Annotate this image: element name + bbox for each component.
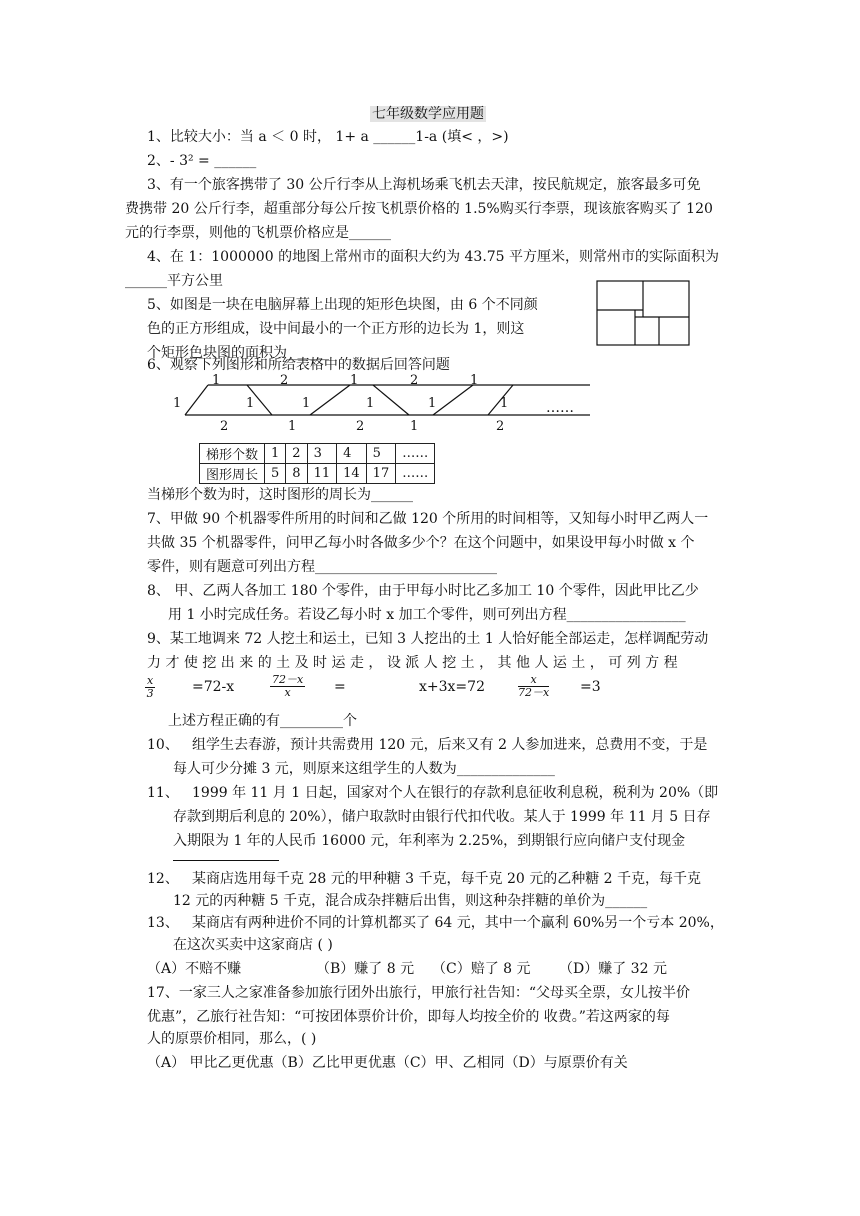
question-6: 6、观察下列图形和所给表格中的数据后回答问题 — [147, 357, 450, 373]
fig-top-label: 1 — [212, 373, 221, 388]
option-d: （D）赚了 32 元 — [559, 961, 667, 977]
question-11-number: 11、 — [147, 785, 179, 801]
option-b: （B）赚了 8 元 — [316, 961, 415, 977]
table-cell: …… — [396, 464, 435, 484]
table-cell: 5 — [265, 464, 286, 484]
table-cell: 1 — [265, 444, 286, 464]
question-10-line1: 组学生去春游，预计共需费用 120 元，后来又有 2 人参加进来，总费用不变，于是 — [192, 737, 708, 753]
table-cell: 14 — [337, 464, 367, 484]
question-10-line2: 每人可少分摊 3 元，则原来这组学生的人数为______________ — [173, 761, 555, 777]
question-6-ask: 当梯形个数为时，这时图形的周长为______ — [147, 487, 413, 503]
question-9-line2: 力 才 使 挖 出 来 的 土 及 时 运 走 ， 设 派 人 挖 土 ， 其 他 人 运 土 ， 可 列 方 程 — [147, 655, 678, 671]
question-9-ask: 上述方程正确的有_________个 — [168, 713, 357, 729]
question-7-line1: 7、甲做 90 个机器零件所用的时间和乙做 120 个所用的时间相等，又知每小时甲乙两人一 — [147, 511, 709, 527]
table-cell: 11 — [307, 464, 337, 484]
table-cell: 8 — [286, 464, 307, 484]
fig-top-label: 1 — [470, 373, 479, 388]
fig-side-label: 1 — [246, 396, 255, 411]
question-10-number: 10、 — [147, 737, 179, 753]
equation-2-rhs: = — [334, 679, 346, 695]
question-17-options: （A） 甲比乙更优惠（B）乙比甲更优惠（C）甲、乙相同（D）与原票价有关 — [147, 1055, 628, 1071]
question-9-line1: 9、某工地调来 72 人挖土和运土，已知 3 人挖出的土 1 人恰好能全部运走，怎样调配劳动 — [147, 631, 709, 647]
trapezoid-chain-figure — [170, 372, 590, 434]
fig-side-label: 1 — [302, 396, 311, 411]
trapezoid-table — [199, 443, 435, 484]
question-3-line1: 3、有一个旅客携带了 30 公斤行李从上海机场乘飞机去天津，按民航规定，旅客最多可免 — [147, 177, 701, 193]
equation-1-rhs: =72-x — [192, 679, 235, 695]
question-8-line1: 8、 甲、乙两人各加工 180 个零件，由于甲每小时比乙多加工 10 个零件，因此甲比乙少 — [147, 583, 699, 599]
page-title: 七年级数学应用题 — [372, 106, 484, 122]
question-5-line1: 5、如图是一块在电脑屏幕上出现的矩形色块图，由 6 个不同颜 — [147, 297, 538, 313]
fig-top-label: 2 — [410, 373, 419, 388]
fig-bottom-label: 2 — [496, 419, 505, 434]
option-a: （A）不赔不赚 — [147, 961, 242, 977]
question-12-number: 12、 — [147, 871, 179, 887]
fig-side-label: 1 — [366, 396, 375, 411]
question-8-line2: 用 1 小时完成任务。若设乙每小时 x 加工个零件，则可列出方程_________________ — [168, 607, 686, 623]
question-12-line2: 12 元的丙种糖 5 千克，混合成杂拌糖后出售，则这种杂拌糖的单价为______ — [173, 893, 648, 909]
question-11-line3: 入期限为 1 年的人民币 16000 元，年利率为 2.25%，到期银行应向储户支付现金 — [173, 833, 686, 849]
fig-top-label: 1 — [350, 373, 359, 388]
fig-side-label: 1 — [428, 396, 437, 411]
row-header: 图形周长 — [200, 464, 265, 484]
question-13-number: 13、 — [147, 915, 179, 931]
question-5-line2: 色的正方形组成，设中间最小的一个正方形的边长为 1，则这 — [147, 321, 525, 337]
fig-top-label: 2 — [280, 373, 289, 388]
fig-bottom-label: 1 — [288, 419, 297, 434]
fig-side-label: 1 — [173, 396, 182, 411]
question-5-line3: 个矩形色块图的面积为______ — [147, 345, 329, 361]
fig-bottom-label: 1 — [410, 419, 419, 434]
question-7-line3: 零件，则有题意可列出方程__________________________ — [147, 559, 497, 575]
fig-side-label: 1 — [500, 396, 509, 411]
fig-ellipsis: …… — [546, 400, 574, 416]
fig-bottom-label: 2 — [220, 419, 229, 434]
equation-2-fraction: $\frac{72-x}{x}$ — [272, 673, 304, 699]
question-12-line1: 某商店选用每千克 28 元的甲种糖 3 千克，每千克 20 元的乙种糖 2 千克，每千克 — [192, 871, 702, 887]
question-11-line1: 1999 年 11 月 1 日起，国家对个人在银行的存款利息征收利息税，税利为 20%（即 — [192, 785, 719, 801]
question-17-line2: 优惠”，乙旅行社告知：“可按团体票价计价，即每人均按全价的 收费。”若这两家的每 — [147, 1009, 670, 1025]
table-cell: …… — [396, 444, 435, 464]
equation-4-rhs: =3 — [580, 679, 601, 695]
table-cell: 4 — [337, 444, 367, 464]
table-row — [200, 444, 435, 464]
question-11-line2: 存款到期后利息的 20%），储户取款时由银行代扣代收。某人于 1999 年 11 月 5 日存 — [173, 809, 711, 825]
question-7-line2: 共做 35 个机器零件，问甲乙每小时各做多少个？在这个问题中，如果设甲每小时做 x 个 — [147, 535, 695, 551]
row-header: 梯形个数 — [200, 444, 265, 464]
rectangle-squares-figure — [596, 280, 692, 348]
question-4-line1: 4、在 1：1000000 的地图上常州市的面积大约为 43.75 平方厘米，则常州市的实际面积为 — [147, 249, 720, 265]
table-cell: 3 — [307, 444, 337, 464]
equation-1-fraction: $\frac{x}{3}$ — [146, 674, 154, 700]
question-3-line3: 元的行李票，则他的飞机票价格应是______ — [125, 225, 391, 241]
question-1: 1、比较大小：当 a ＜ 0 时， 1+ a ______1-a (填< ，>) — [147, 129, 509, 145]
table-cell: 2 — [286, 444, 307, 464]
question-3-line2: 费携带 20 公斤行李，超重部分每公斤按飞机票价格的 1.5%购买行李票，现该旅客购买了 120 — [125, 201, 713, 217]
question-11-blank — [173, 860, 279, 861]
question-4-line2: ______平方公里 — [125, 273, 223, 289]
question-13-line2: 在这次买卖中这家商店 ( ) — [173, 937, 333, 953]
table-row — [200, 464, 435, 484]
question-17-line3: 人的原票价相同，那么，( ) — [147, 1031, 317, 1047]
fig-bottom-label: 2 — [356, 419, 365, 434]
question-13-line1: 某商店有两种进价不同的计算机都买了 64 元，其中一个赢利 60%另一个亏本 20%， — [192, 915, 724, 931]
equation-4-fraction: $\frac{x}{72-x}$ — [518, 673, 550, 699]
question-17-line1: 17、一家三人之家准备参加旅行团外出旅行，甲旅行社告知：“父母买全票，女儿按半价 — [147, 985, 690, 1001]
table-cell: 5 — [366, 444, 396, 464]
question-2: 2、- 3² = ______ — [147, 153, 257, 169]
equation-3: x+3x=72 — [419, 679, 485, 695]
table-cell: 17 — [366, 464, 396, 484]
option-c: （C）赔了 8 元 — [432, 961, 531, 977]
